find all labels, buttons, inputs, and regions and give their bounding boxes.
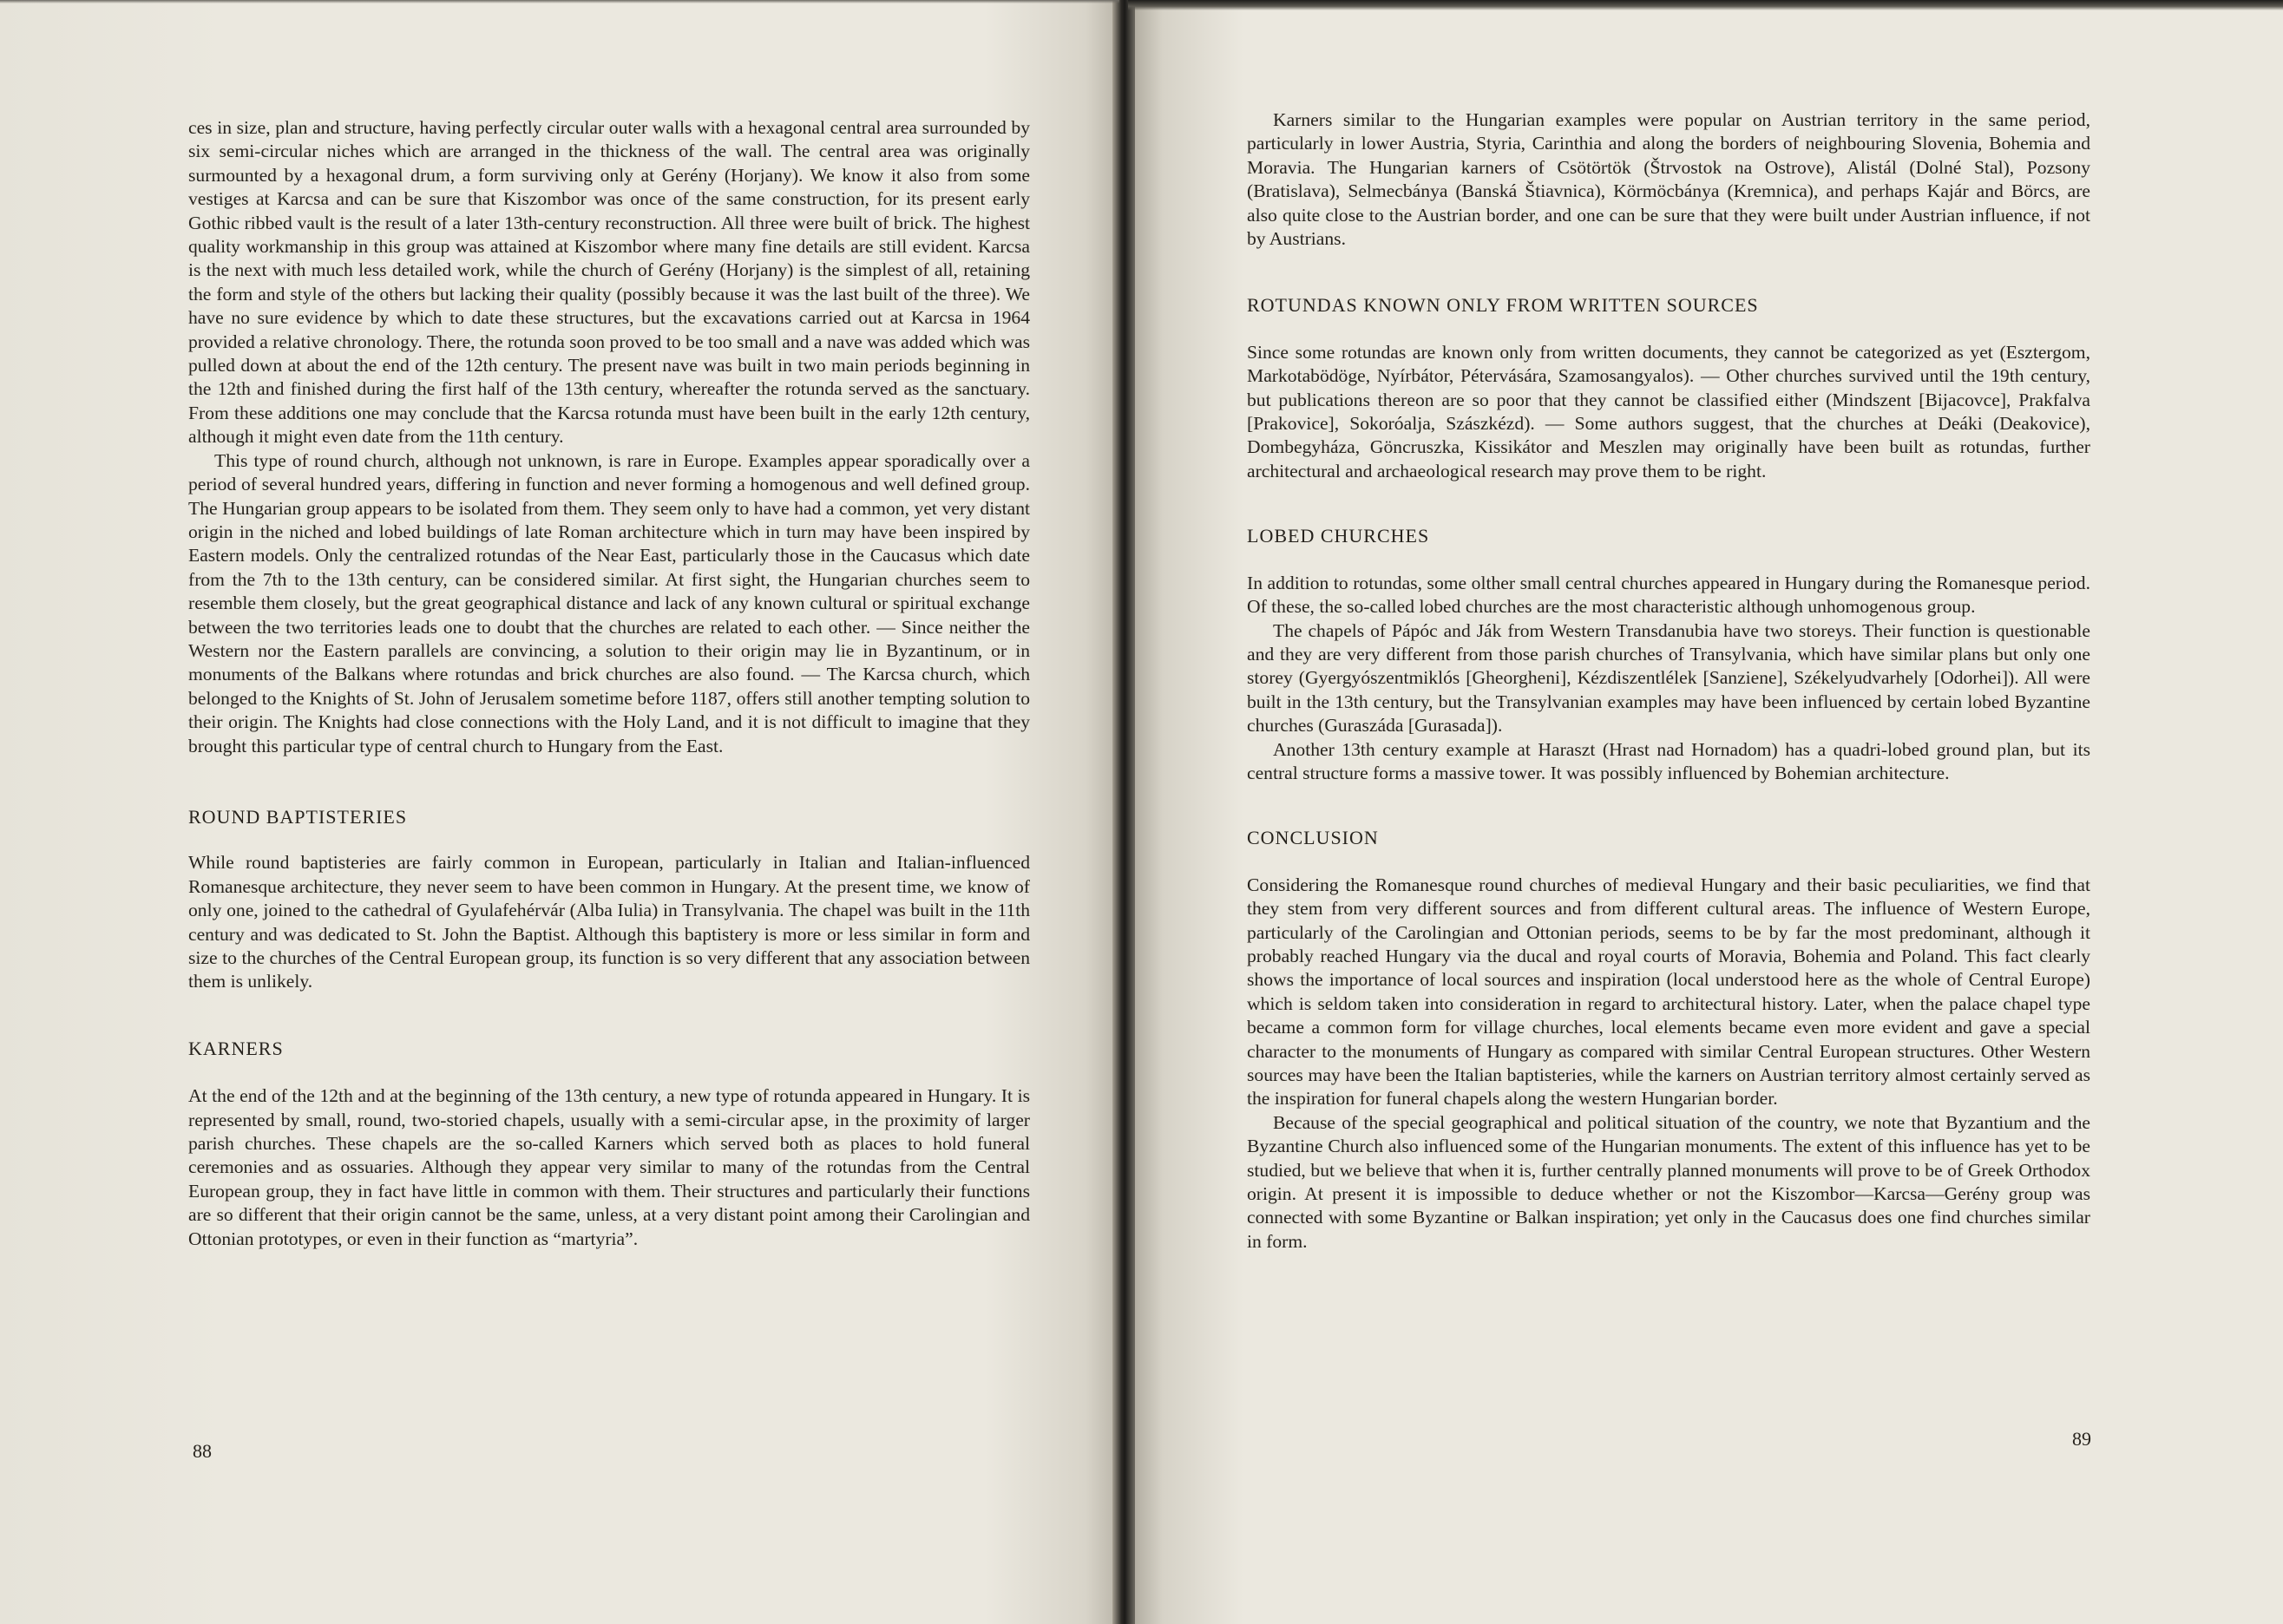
section-heading-lobed-churches: LOBED CHURCHES: [1247, 525, 1430, 547]
body-paragraph: Since some rotundas are known only from written documents, they cannot be categorized as yet (Esztergom, Markotabödöge, Nyírbátor, Pétervására, Szamosangyalos). — Other churches survived until the 19th century, but publications thereon are so poor that they cannot be classified either (Mindszent [Bijacovce], Prakfalva [Prakovice], Sokoróalja, Szászkézd). — Some authors suggest, that the churches at Deáki (Deakovice), Dombegyháza, Göncruszka, Kissikátor and Meszlen may originally have been built as rotundas, further architectural and archaeological research may prove them to be right.: [1247, 341, 2090, 481]
body-paragraph: While round baptisteries are fairly common in European, particularly in Italian and Italian-influenced Romanesque architecture, they never seem to have been common in Hungary. At the present time, we know of only one, joined to the cathedral of Gyulafehérvár (Alba Iulia) in Transylvania. The chapel was built in the 11th century and was dedicated to St. John the Baptist. Although this baptistery is more or less similar in form and size to the churches of the Central European group, its function is so very different that any association between them is unlikely.: [188, 852, 1030, 992]
body-paragraph: This type of round church, although not unknown, is rare in Europe. Examples appear sporadically over a period of several hundred years, differing in function and never forming a homogenous and well defined group. The Hungarian group appears to be isolated from them. They seem only to have had a common, yet very distant origin in the niched and lobed buildings of late Roman architecture which in turn may have been inspired by Eastern models. Only the centralized rotundas of the Near East, particularly those in the Caucasus which date from the 7th to the 13th century, can be considered similar. At first sight, the Hungarian churches seem to resemble them closely, but the great geographical distance and lack of any known cultural or spiritual exchange between the two territories leads one to doubt that the churches are related to each other. — Since neither the Western nor the Eastern parallels are convincing, a solution to their origin may lie in Byzantinum, or in monuments of the Balkans where rotundas and brick churches are also found. — The Karcsa church, which belonged to the Knights of St. John of Jerusalem sometime before 1187, offers still another tempting solution to their origin. The Knights had close connections with the Holy Land, and it is not difficult to imagine that they brought this particular type of central church to Hungary from the East.: [188, 449, 1030, 756]
body-paragraph: At the end of the 12th and at the beginning of the 13th century, a new type of rotunda appeared in Hungary. It is represented by small, round, two-storied chapels, usually with a semi-circular apse, in the proximity of larger parish churches. These chapels are the so-called Karners which served both as places to hold funeral ceremonies and as ossuaries. Although they appear very similar to many of the rotundas from the Central European group, they in fact have little in common with them. Their structures and particularly their functions are so different that their origin cannot be the same, unless, at a very distant point among their Carolingian and Ottonian prototypes, or even in their function as “martyria”.: [188, 1085, 1030, 1249]
body-paragraph: Considering the Romanesque round churches of medieval Hungary and their basic peculiarities, we find that they stem from very different sources and from different cultural areas. The influence of Western Europe, particularly of the Carolingian and Ottonian periods, seems to be by far the most predominant, although it probably reached Hungary via the ducal and royal courts of Moravia, Bohemia and Poland. This fact clearly shows the importance of local sources and inspiration (local understood here as the whole of Central Europe) which is seldom taken into consideration in regard to architectural history. Later, when the palace chapel type became a common form for village churches, local elements became even more evident and gave a special character to the monuments of Hungary as compared with similar Central European structures. Other Western sources may have been the Italian baptisteries, while the karners on Austrian territory almost certainly served as the inspiration for funeral chapels along the western Hungarian border.: [1247, 874, 2090, 1110]
body-paragraph: Karners similar to the Hungarian examples were popular on Austrian territory in the same period, particularly in lower Austria, Styria, Carinthia and along the borders of neighbouring Slovenia, Bohemia and Moravia. The Hungarian karners of Csötörtök (Štrvostok na Ostrove), Alistál (Dolné Stal), Pozsony (Bratislava), Selmecbánya (Banská Štiavnica), Körmöcbánya (Kremnica), and perhaps Kajár and Börcs, are also quite close to the Austrian border, and one can be sure that they were built under Austrian influence, if not by Austrians.: [1247, 109, 2090, 250]
body-paragraph: ces in size, plan and structure, having perfectly circular outer walls with a hexagonal central area surrounded by six semi-circular niches which are arranged in the thickness of the wall. The central area was originally surmounted by a hexagonal drum, a form surviving only at Gerény (Horjany). We know it also from some vestiges at Karcsa and can be sure that Kiszombor was once of the same construction, for its present early Gothic ribbed vault is the result of a later 13th-century reconstruction. All three were built of brick. The highest quality workmanship in this group was attained at Kiszombor where many fine details are still evident. Karcsa is the next with much less detailed work, while the church of Gerény (Horjany) is the simplest of all, retaining the form and style of the others but lacking their quality (possibly because it was the last built of the three). We have no sure evidence by which to date these structures, but the excavations carried out at Karcsa in 1964 provided a relative chronology. There, the rotunda soon proved to be too small and a nave was added which was pulled down at about the end of the 12th century. The present nave was built in two main periods beginning in the 12th and finished during the first half of the 13th century, whereafter the rotunda served as the sanctuary. From these additions one may conclude that the Karcsa rotunda must have been built in the early 12th century, although it might even date from the 11th century.: [188, 117, 1030, 448]
section-heading-karners: KARNERS: [188, 1037, 284, 1059]
body-paragraph: Another 13th century example at Haraszt (Hrast nad Hornadom) has a quadri-lobed ground plan, but its central structure forms a massive tower. It was possibly influenced by Bohemian architecture.: [1247, 738, 2090, 783]
body-paragraph: The chapels of Pápóc and Ják from Western Transdanubia have two storeys. Their function is questionable and they are very different from those parish churches of Transylvania, which have similar plans but only one storey (Gyergyószentmiklós [Gheorgheni], Kézdiszentlélek [Sanziene], Székelyudvarhely [Odorhei]). All were built in the 13th century, but the Transylvanian examples may have been influenced by certain lobed Byzantine churches (Guraszáda [Gurasada]).: [1247, 619, 2090, 737]
right-page-column: [1247, 108, 2090, 1254]
body-paragraph: In addition to rotundas, some olther small central churches appeared in Hungary during the Romanesque period. Of these, the so-called lobed churches are the most characteristic although unhomogenous group.: [1247, 572, 2090, 618]
page-top-shadow: [1128, 0, 2283, 10]
section-heading-written-sources: ROTUNDAS KNOWN ONLY FROM WRITTEN SOURCES: [1247, 294, 1759, 317]
body-paragraph: Because of the special geographical and political situation of the country, we note that Byzantium and the Byzantine Church also influenced some of the Hungarian monuments. The extent of this influence has yet to be studied, but we believe that when it is, further centrally planned monuments will prove to be of Greek Orthodox origin. At present it is impossible to deduce whether or not the Kiszombor—Karcsa—Gerény group was connected with some Byzantine or Balkan inspiration; yet only in the Caucasus does one find churches similar in form.: [1247, 1111, 2090, 1252]
page-number: 88: [193, 1440, 212, 1462]
page-number: 89: [2072, 1428, 2091, 1450]
page-top-edge: [0, 0, 1119, 3]
section-heading-round-baptisteries: ROUND BAPTISTERIES: [188, 805, 408, 828]
left-page-column: [188, 116, 1030, 1251]
book-gutter: [1112, 0, 1135, 1624]
section-heading-conclusion: CONCLUSION: [1247, 827, 1379, 849]
